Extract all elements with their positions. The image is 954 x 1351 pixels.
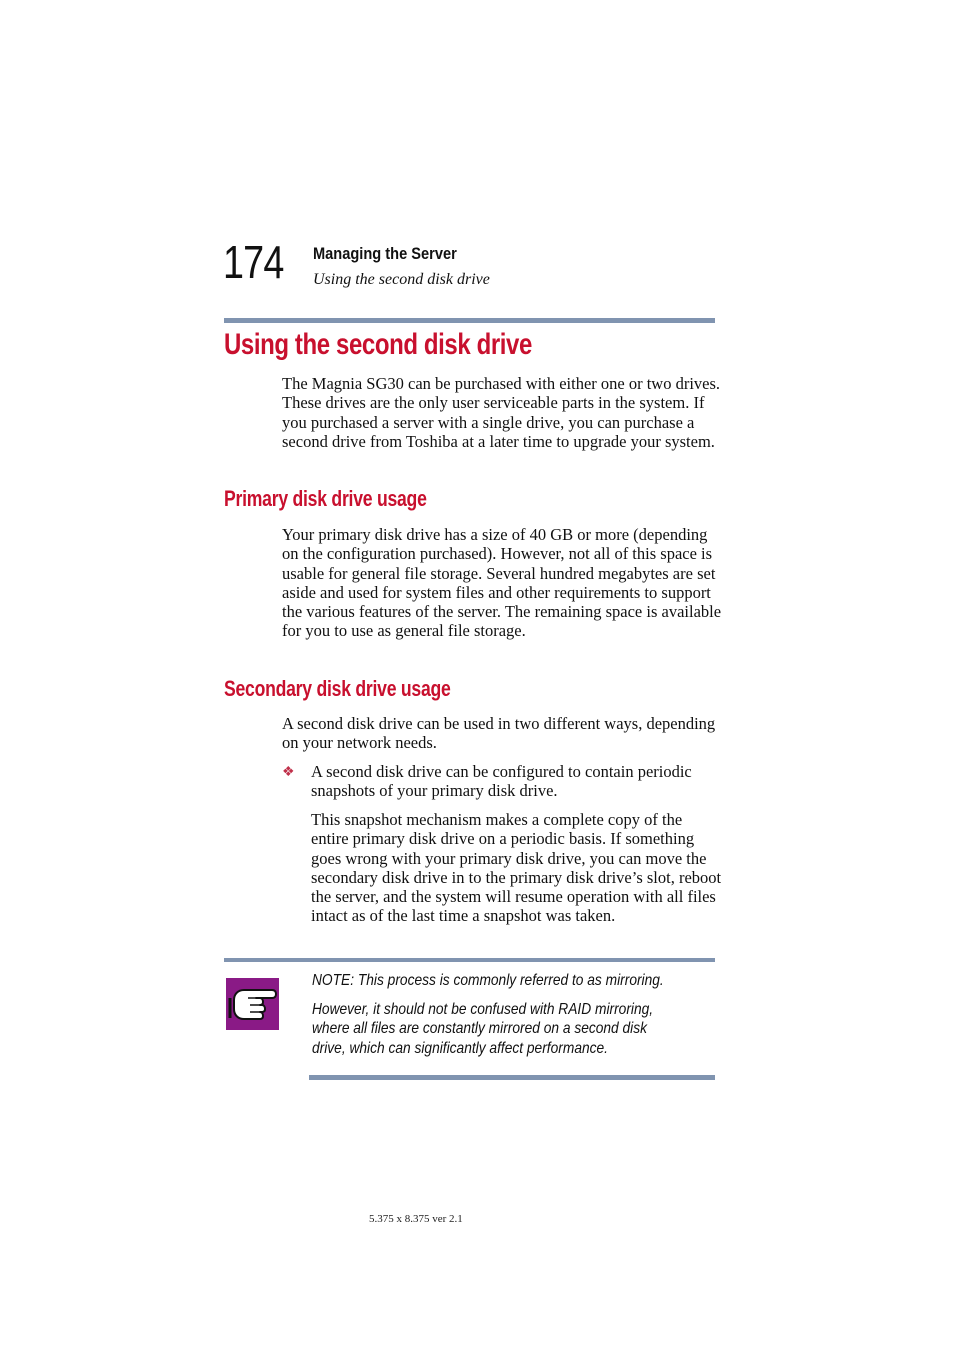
- page-title: Using the second disk drive: [224, 328, 532, 361]
- chapter-title: Managing the Server: [313, 244, 457, 263]
- intro-paragraph: The Magnia SG30 can be purchased with either one or two drives. These drives are the only user serviceable parts in the system. If you purchased a server with a single drive, you can purchase a second drive from Toshiba at a later time to upgrade your system.: [282, 374, 721, 451]
- section-subtitle: Using the second disk drive: [313, 271, 490, 288]
- note-top-rule: [224, 958, 715, 962]
- bullet-item: A second disk drive can be configured to contain periodic snapshots of your primary disk drive.: [311, 762, 692, 801]
- secondary-heading: Secondary disk drive usage: [224, 676, 451, 701]
- pointing-hand-icon: [226, 978, 279, 1030]
- footer-version: 5.375 x 8.375 ver 2.1: [369, 1213, 463, 1225]
- title-rule: [224, 318, 715, 323]
- note-line-2: However, it should not be confused with RAID mirroring, where all files are constantly mirrored on a second disk drive, which can significantly affect performance.: [312, 1001, 654, 1057]
- page-number: 174: [223, 236, 284, 288]
- primary-heading: Primary disk drive usage: [224, 486, 427, 511]
- note-bottom-rule: [309, 1075, 715, 1080]
- primary-paragraph: Your primary disk drive has a size of 40 GB or more (depending on the configuration purchased). However, not all of this space is usable for general file storage. Several hundred megabytes are set aside and used for system files and other requirements to support the various features of the server. The remaining space is available for you to use as general file storage.: [282, 525, 722, 641]
- bullet-diamond-icon: ❖: [282, 765, 295, 780]
- note-line-1: NOTE: This process is commonly referred to as mirroring.: [312, 972, 664, 989]
- secondary-intro: A second disk drive can be used in two different ways, depending on your network needs.: [282, 714, 716, 753]
- bullet-detail: This snapshot mechanism makes a complete copy of the entire primary disk drive on a periodic basis. If something goes wrong with your primary disk drive, you can move the secondary disk drive in to the primary disk drive’s slot, reboot the server, and the system will resume operation with all files intact as of the last time a snapshot was taken.: [311, 810, 722, 926]
